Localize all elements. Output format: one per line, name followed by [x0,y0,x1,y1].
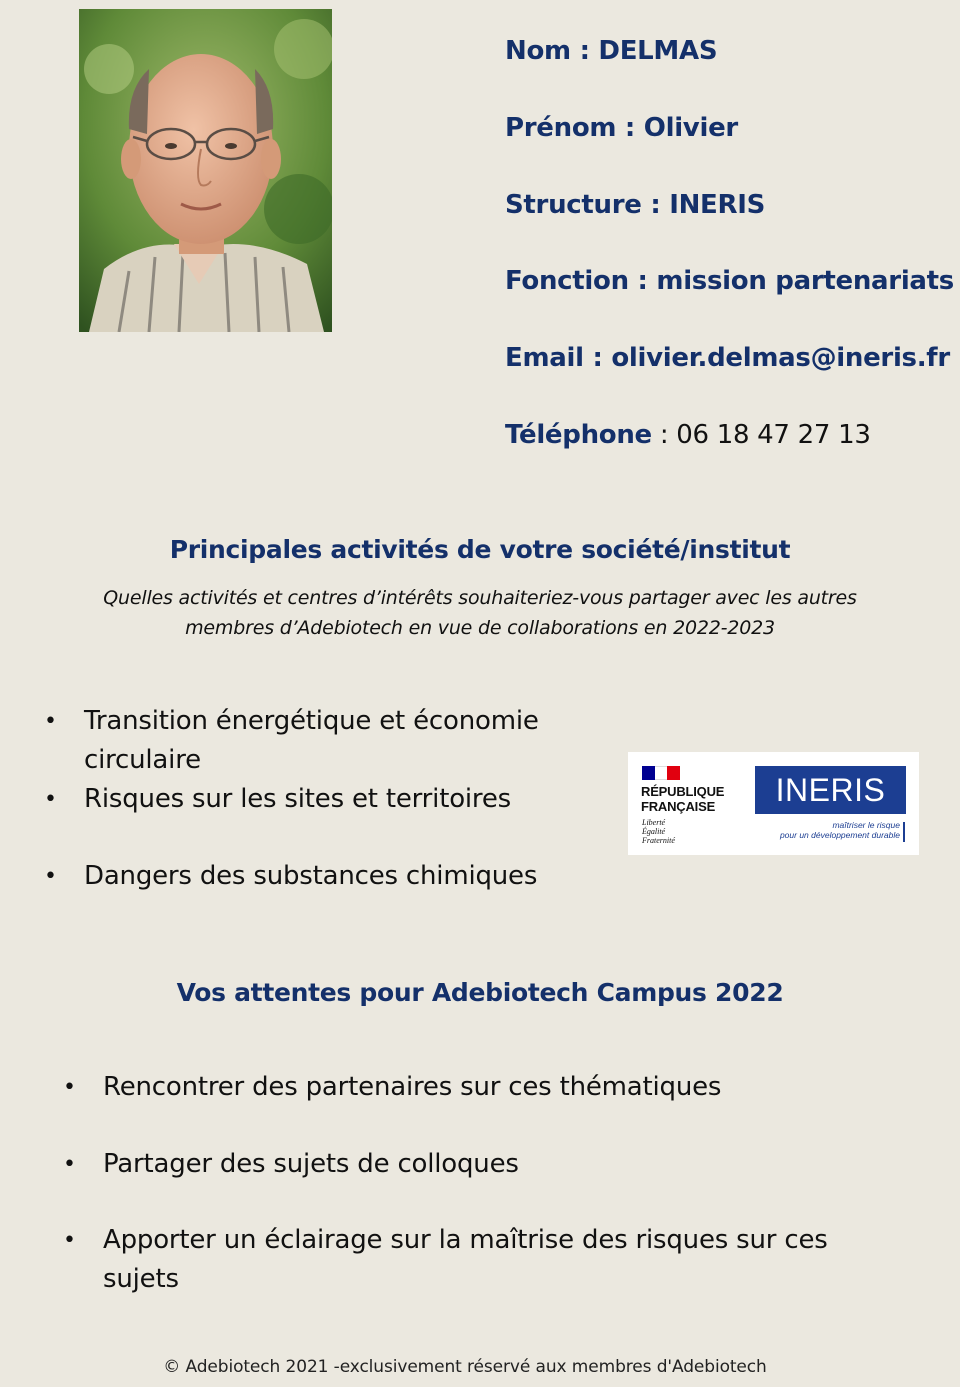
copyright-footer: © Adebiotech 2021 -exclusivement réservé aux membres d'Adebiotech [163,1357,767,1377]
expectations-title: Vos attentes pour Adebiotech Campus 2022 [176,978,784,1007]
phone-value: : 06 18 47 27 13 [651,420,871,450]
french-flag-icon [642,766,680,780]
list-item: • Dangers des substances chimiques [84,857,537,896]
activities-title: Principales activités de votre société/institut [169,535,791,564]
bullet-icon: • [63,1152,76,1177]
bullet-icon: • [63,1228,76,1253]
phone-field [505,420,871,450]
bullet-icon: • [44,787,57,812]
structure-field: Structure : INERIS [505,190,766,220]
first-name-field: Prénom : Olivier [505,113,738,143]
list-item-continuation: sujets [103,1264,179,1294]
list-item: • Transition énergétique et économie [84,702,539,741]
ineris-tagline: maîtriser le risque pour un développement durable [779,820,900,840]
profile-photo [79,9,332,332]
partner-logos [628,752,919,855]
function-field: Fonction : mission partenariats [505,266,954,296]
email-field: Email : olivier.delmas@ineris.fr [505,343,950,373]
list-item: • Partager des sujets de colloques [103,1145,519,1184]
bullet-icon: • [44,864,57,889]
list-item: • Apporter un éclairage sur la maîtrise des risques sur ces [103,1221,828,1260]
name-field: Nom : DELMAS [505,36,718,66]
activities-subtitle-line1: Quelles activités et centres d’intérêts souhaiteriez-vous partager avec les autres [103,587,857,609]
bullet-icon: • [44,709,57,734]
list-item: • Rencontrer des partenaires sur ces thématiques [103,1068,721,1107]
list-item: • Risques sur les sites et territoires [84,780,511,819]
ineris-logo: INERIS [755,766,906,814]
rf-motto: Liberté Égalité Fraternité [642,818,675,845]
phone-label: Téléphone [505,420,652,450]
activities-subtitle-line2: membres d’Adebiotech en vue de collaborations en 2022-2023 [185,617,775,639]
list-item-continuation: circulaire [84,745,201,775]
bullet-icon: • [63,1075,76,1100]
republique-francaise-logo: RÉPUBLIQUE FRANÇAISE [641,784,725,814]
ineris-divider [903,822,905,842]
